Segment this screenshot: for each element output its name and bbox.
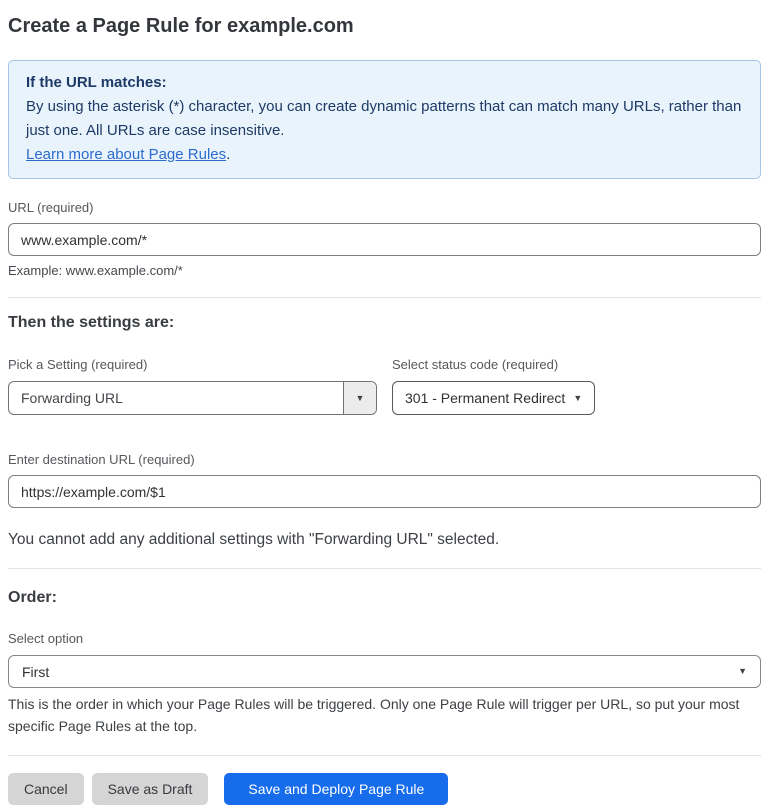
url-match-info-box bbox=[8, 60, 761, 179]
forwarding-url-note: You cannot add any additional settings with "Forwarding URL" selected. bbox=[8, 531, 500, 548]
setting-select-column bbox=[8, 357, 377, 415]
order-section-heading: Order: bbox=[8, 589, 57, 606]
destination-url-label: Enter destination URL (required) bbox=[8, 452, 195, 467]
link-suffix: . bbox=[226, 146, 231, 163]
order-select[interactable] bbox=[8, 655, 761, 688]
divider bbox=[8, 755, 761, 756]
status-select-label: Select status code (required) bbox=[392, 357, 559, 372]
chevron-down-icon: ▼ bbox=[738, 666, 747, 676]
info-box-link-line bbox=[26, 143, 743, 167]
order-helper-text: This is the order in which your Page Rules will be triggered. Only one Page Rule will trigger per URL, so put your most specific Page Rules at the top. bbox=[8, 696, 740, 734]
destination-url-input[interactable] bbox=[8, 475, 761, 508]
setting-select-arrow-button[interactable] bbox=[343, 382, 376, 414]
form-actions bbox=[8, 773, 761, 805]
url-input[interactable] bbox=[8, 223, 761, 256]
url-example-helper: Example: www.example.com/* bbox=[8, 263, 183, 278]
settings-selects-row bbox=[8, 357, 761, 415]
order-select-value: First bbox=[22, 663, 50, 680]
status-select-value: 301 - Permanent Redirect bbox=[405, 390, 566, 406]
divider bbox=[8, 297, 761, 298]
setting-select-label: Pick a Setting (required) bbox=[8, 357, 148, 372]
cancel-button[interactable]: Cancel bbox=[8, 773, 84, 805]
save-and-deploy-button[interactable]: Save and Deploy Page Rule bbox=[224, 773, 448, 805]
info-box-heading: If the URL matches: bbox=[26, 74, 167, 91]
info-box-body: By using the asterisk (*) character, you can create dynamic patterns that can match many URLs, rather than just one. All URLs are case insensitive. bbox=[26, 98, 742, 139]
save-as-draft-button[interactable]: Save as Draft bbox=[92, 773, 209, 805]
setting-select-value: Forwarding URL bbox=[21, 390, 123, 406]
order-select-label: Select option bbox=[8, 631, 84, 646]
url-field-label: URL (required) bbox=[8, 200, 94, 215]
chevron-down-icon: ▼ bbox=[573, 392, 583, 403]
page-title: Create a Page Rule for example.com bbox=[8, 15, 354, 37]
status-select-column bbox=[392, 357, 595, 415]
setting-select[interactable] bbox=[8, 381, 377, 415]
status-code-select[interactable] bbox=[392, 381, 595, 415]
chevron-down-icon: ▼ bbox=[355, 392, 365, 403]
divider bbox=[8, 568, 761, 569]
settings-section-heading: Then the settings are: bbox=[8, 314, 175, 331]
page-rule-form bbox=[0, 12, 769, 805]
learn-more-link[interactable]: Learn more about Page Rules bbox=[26, 146, 227, 163]
